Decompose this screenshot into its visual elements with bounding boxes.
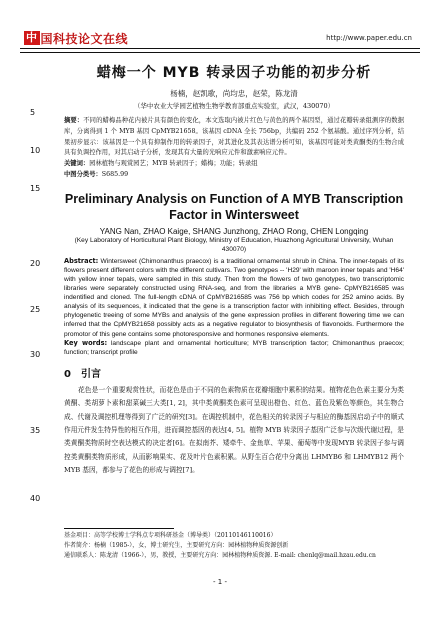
abstract-text: 不同的蜡梅品种花内被片具有颜色的变化，本文选取内被片红色与黄色的两个基因型，通过花瓣转录组测序的数据库，分离得到 1 个 MYB 基因 CpMYB21658。该基因 cDNA 全长 756bp，共编码 252 个氨基酸。通过序列分析，结果初步显示：该基因是一个具有抑制作用的转录因子，对其进化及其表达谱分析可知，该基因可能对类黄酮类的生物合成具有负调控作用，对其启动子分析，发现其有大量的光响应元件和激素响应元件。 — [64, 117, 405, 157]
chinese-abstract — [64, 116, 404, 159]
line-number: 10 — [30, 146, 41, 155]
chinese-authors: 杨楠，赵凯歌，尚均忠，赵荣，陈龙清 — [170, 89, 298, 98]
site-url[interactable]: http://www.paper.edu.cn — [326, 34, 412, 42]
abstract-text-en: Wintersweet (Chimonanthus praecox) is a traditional ornamental shrub in China. The inner-tepals of its flowers present different colors with the different cultivars. Two genotypes -- 'H29' with maroon inner tepals and 'H64' with yellow inner tepals, were sampled in this study. Then from the flowers of two genotypes, two transcriptomic libraries were separately constructed using RNA-seq, and from the libraries a MYB gene- CpMYB216585 was indentified and cloned. The full-length cDNA of CpMYB216585 was 756 bp which codes for 252 amino acids. By analysis of its sequences, it indicated that the gene is a transcription factor with inhibiting effect. Besides, through phylogenetic treeing of some MYBs and analysis of the gene expression profiles in different flowering time we can inferred that the CpMYB21658 possibly acts as a negative regulator to biosynthesis of flavonoids. Furthermore the promotor of this gene contains some photoresponsive and hormones responsive elements. — [64, 257, 404, 338]
section-heading-intro: 0 引言 — [64, 368, 101, 380]
line-number: 15 — [30, 184, 41, 193]
english-affiliation: (Key Laboratory of Horticultural Plant Biology, Ministry of Education, Huazhong Agricultural University, Wuhan 430070) — [74, 236, 394, 253]
keywords-label: 关键词： — [64, 160, 90, 168]
paper-body — [64, 60, 404, 478]
english-keywords — [64, 339, 404, 357]
footnote-author: 作者简介：杨楠（1985-），女，博士研究生，主要研究方向：园林植物种质资源创新 — [64, 542, 289, 549]
line-number: 25 — [30, 305, 41, 314]
chinese-title: 蜡梅一个 MYB 转录因子功能的初步分析 — [96, 65, 372, 81]
logo-text: 国科技论文在线 — [40, 31, 129, 46]
clc-value: S685.99 — [101, 170, 129, 178]
footnotes — [64, 531, 404, 561]
abstract-label: 摘要： — [64, 117, 84, 124]
english-abstract — [64, 257, 404, 339]
keywords-text: 园林植物与观赏园艺；MYB 转录因子；蜡梅；功能；转录组 — [89, 160, 258, 168]
logo-mark: 中 — [26, 31, 38, 44]
keywords-label-en: Key words: — [64, 338, 108, 347]
english-authors: YANG Nan, ZHAO Kaige, SHANG Junzhong, ZHAO Rong, CHEN Longqing — [99, 226, 369, 236]
clc-label: 中图分类号： — [64, 170, 102, 178]
header-rule — [20, 48, 420, 53]
site-logo[interactable] — [24, 30, 128, 46]
line-number: 40 — [30, 494, 41, 503]
page-header — [0, 0, 440, 46]
abstract-label-en: Abstract: — [64, 256, 99, 265]
footnote-funding: 基金项目：高等学校博士学科点专项科研基金（博导类）（20110146110016） — [64, 532, 277, 539]
intro-paragraph: 花色是一个重要观赏性状，而花色是由于不同的色素物质在花瓣细胞中累积的结果。植物花色色素主要分为类黄酮、类胡萝卜素和甜菜碱三大类[1, 2]，其中类黄酮类色素可呈现出橙色、红色、蓝色及紫色等颜色，其生物合成、代谢及调控机理等得到了广泛的研究[3]。在调控机制中，花色相关的转录因子与相应的酶基因启动子中的顺式作用元件发生特异性的相互作用，进而调控基因的表达[4, 5]。植物 MYB 转录因子基因广泛参与次级代谢过程，是类黄酮类物质时空表达模式的决定者[6]。在拟南芥、矮牵牛、金鱼草、苹果、葡萄等中发现MYB 转录因子参与调控类黄酮类物质形成，从而影响果实、花及叶片色素积累。从野生百合花中分离出 LHMYB6 和 LHMYB12 两个 MYB 基因，都参与了花色的形成与调控[7]。 — [64, 385, 404, 475]
keywords-text-en: landscape plant and ornamental horticulture; MYB transcription factor; Chimonanthus praecox; function; transcript profile — [64, 339, 404, 356]
line-number: 20 — [30, 259, 41, 268]
line-number: 5 — [30, 108, 36, 117]
english-title: Preliminary Analysis on Function of A MYB Transcription Factor in Wintersweet — [64, 191, 404, 222]
footnote-rule — [64, 528, 174, 529]
footnote-contact: 通信联系人：陈龙清（1966-），男，教授，主要研究方向：园林植物种质资源. E-mail: chenlq@mail.hzau.edu.cn — [64, 552, 376, 559]
chinese-keywords — [64, 159, 404, 170]
page-number: - 1 - — [213, 578, 227, 586]
line-number: 30 — [30, 350, 41, 359]
chinese-affiliation: （华中农业大学园艺植物生物学教育部重点实验室，武汉，430070） — [133, 102, 335, 110]
classification-number — [64, 170, 404, 181]
line-number: 35 — [30, 426, 41, 435]
